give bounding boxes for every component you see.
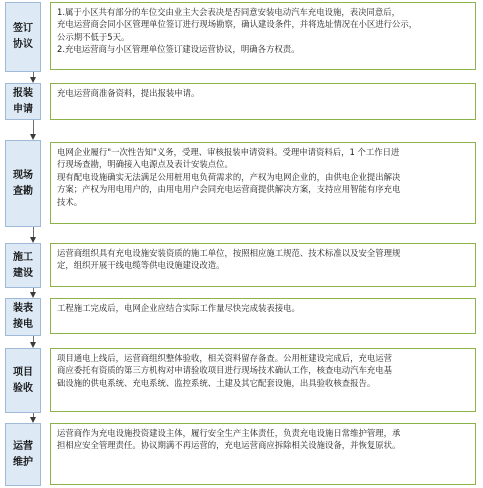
- stage-description-sign-agreement: [50, 2, 476, 70]
- stage-label: 签订 协议: [13, 23, 33, 50]
- stage-description-text: 电网企业履行"一次性告知"义务，受理、审核报装申请资料。受理申请资料后，1 个工作日进 行现场查勘，明确接入电源点及表计安装点位。 现有配电设施确实无法满足公用桩用电负荷需求的，产权为电网企业的，由供电企业提出解决 方案；产权为用电用户的，由用电用户会同充电运营商提供解决方案，支持应用智能有序充电 技术。: [57, 147, 401, 207]
- stage-box-operation-maintenance: [5, 423, 41, 486]
- stage-description-site-survey: [50, 142, 476, 224]
- stage-box-project-acceptance: [5, 348, 41, 413]
- connector-line: [33, 227, 34, 237]
- stage-description-text: 工程施工完成后，电网企业应结合实际工作量尽快完成装表接电。: [57, 303, 300, 313]
- stage-description-text: 项目通电上线后，运营商组织整体验收，相关资料留存备查。公用桩建设完成后，充电运营 商应委托有资质的第三方机构对申请验收项目进行现场技术确认工作，核查电动汽车充电基 础设施的供电系统、充电系统、监控系统、土建及其它配套设施，出具验收核查报告。: [57, 353, 392, 388]
- stage-box-apply-installation: [5, 83, 41, 120]
- stage-description-apply-installation: [50, 83, 476, 120]
- stage-description-meter-connection: [50, 298, 476, 334]
- stage-label: 现场 查勘: [13, 169, 33, 197]
- stage-box-meter-connection: [5, 298, 41, 336]
- stage-label: 项目 验收: [13, 366, 33, 394]
- stage-label: 运营 维护: [13, 440, 33, 468]
- stage-box-construction: [5, 243, 41, 288]
- stage-description-text: 充电运营商准备资料，提出报装申请。: [57, 88, 200, 98]
- stage-description-text: 运营商作为充电设施投资建设主体，履行安全生产主体责任，负责充电设施日常维护管理，承 担相应安全管理责任。协议期满不再运营的，充电运营商应拆除相关设施设备，并恢复原状。: [57, 428, 401, 451]
- stage-box-sign-agreement: [5, 2, 41, 72]
- stage-description-text: 运营商组织具有充电设施安装资质的施工单位，按照相应施工规范、技术标准以及安全管理规 定，组织开展干线电缆等供电设施建设改造。: [57, 248, 401, 271]
- stage-description-text: 1.属于小区共有部分的车位交由业主大会表决是否同意安装电动汽车充电设施，表决同意后， 充电运营商会同小区管理单位签订进行现场勘察，确认建设条件，并将选址情况在小区进行公示， 公示期不低于5天。 2.充电运营商与小区管理单位签订建设运营协议，明确各方权责。: [57, 7, 418, 55]
- stage-description-project-acceptance: [50, 348, 476, 412]
- stage-label: 装表 接电: [13, 303, 33, 330]
- stage-label: 施工 建设: [13, 251, 33, 279]
- connector-line: [33, 120, 34, 134]
- stage-description-operation-maintenance: [50, 423, 476, 485]
- stage-description-construction: [50, 243, 476, 287]
- stage-box-site-survey: [5, 140, 41, 227]
- stage-label: 报装 申请: [13, 87, 33, 115]
